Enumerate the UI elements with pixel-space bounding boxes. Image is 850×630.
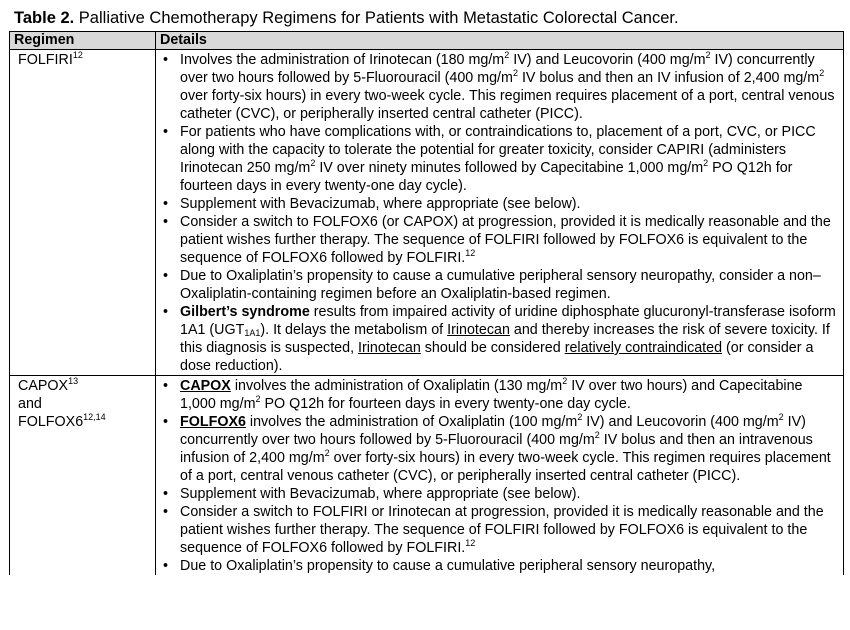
- superscript: 2: [310, 158, 316, 168]
- list-item: [160, 51, 839, 123]
- item-text: IV) concurrently over two hours followed by 5-Fluorouracil (400 mg/m: [180, 414, 806, 448]
- item-text: Due to Oxaliplatin’s propensity to cause a cumulative peripheral sensory neuropathy,: [180, 558, 716, 574]
- header-regimen: Regimen: [10, 32, 156, 50]
- item-text: PO Q12h for fourteen days in every twenty-one day cycle).: [180, 160, 793, 194]
- bullet: •: [163, 196, 169, 212]
- item-text: IV bolus and then an intravenous infusion of 2,400 mg/m: [180, 432, 813, 466]
- citation: 13: [68, 376, 79, 386]
- superscript: 2: [703, 158, 709, 168]
- superscript: 2: [324, 448, 330, 458]
- bullet: •: [163, 304, 169, 320]
- item-text: IV over ninety minutes followed by Capecitabine 1,000 mg/m: [315, 160, 704, 176]
- item-text: For patients who have complications with, or contraindications to, placement of a port, CVC, or PICC along with the capacity to tolerate the potential for greater toxicity, consider CAPIRI (administers Irinotecan 250 mg/m: [180, 124, 816, 176]
- list-item: [160, 377, 839, 413]
- item-text: and thereby increases the risk of severe toxicity. If this diagnosis is suspected,: [180, 322, 830, 356]
- bullet: •: [163, 558, 169, 574]
- regimen-name: CAPOX: [18, 378, 69, 394]
- superscript: 2: [705, 50, 711, 60]
- item-text: should be considered: [420, 340, 565, 356]
- table-header-row: [10, 32, 844, 50]
- superscript: 2: [504, 50, 510, 60]
- table-caption: [14, 8, 679, 28]
- item-text: ). It delays the metabolism of: [260, 322, 448, 338]
- bold-underlined-term: CAPOX: [180, 378, 231, 394]
- list-item: [160, 413, 839, 485]
- item-text: Due to Oxaliplatin’s propensity to cause a cumulative peripheral sensory neuropathy, consider a non–Oxaliplatin-containing regimen before an Oxaliplatin-based regimen.: [180, 268, 821, 302]
- table-caption-label: Table 2.: [14, 9, 75, 27]
- item-text: results from impaired activity of uridine diphosphate glucuronyl-transferase isoform 1A1 (UGT: [180, 304, 836, 338]
- item-text: IV over two hours) and Capecitabine 1,000 mg/m: [180, 378, 803, 412]
- table-caption-text: Palliative Chemotherapy Regimens for Patients with Metastatic Colorectal Cancer.: [74, 9, 679, 27]
- superscript: 2: [594, 430, 600, 440]
- bullet: •: [163, 52, 169, 68]
- regimen-cell-capox-folfox6: [10, 376, 156, 576]
- item-text: Supplement with Bevacizumab, where appropriate (see below).: [180, 486, 581, 502]
- list-item: [160, 485, 839, 503]
- bold-term: Gilbert’s syndrome: [180, 304, 310, 320]
- header-details: Details: [156, 32, 844, 50]
- item-text: over forty-six hours) in every two-week cycle. This regimen requires placement of a port, central venous catheter (CVC), or peripherally inserted central catheter (PICC).: [180, 88, 835, 122]
- table-row-capox-folfox6: [10, 376, 844, 576]
- item-text: PO Q12h for fourteen days in every twenty-one day cycle.: [260, 396, 631, 412]
- bullet: •: [163, 268, 169, 284]
- regimen-name: FOLFIRI: [18, 52, 73, 68]
- item-text: Supplement with Bevacizumab, where appropriate (see below).: [180, 196, 581, 212]
- bullet: •: [163, 124, 169, 140]
- item-text: Consider a switch to FOLFIRI or Irinotecan at progression, provided it is medically reasonable and the patient wishes further therapy. The sequence of FOLFIRI followed by FOLFOX6 is equivalent to the sequence of FOLFOX6 followed by FOLFIRI.: [180, 504, 824, 556]
- superscript: 2: [819, 68, 825, 78]
- details-cell-folfiri: [156, 50, 844, 376]
- item-text: over forty-six hours) in every two-week cycle. This regimen requires placement of a port, central venous catheter (CVC), or peripherally inserted central catheter (PICC).: [180, 450, 831, 484]
- list-item: [160, 213, 839, 267]
- list-item: [160, 195, 839, 213]
- item-text: IV) and Leucovorin (400 mg/m: [582, 414, 779, 430]
- item-text: (or consider a dose reduction).: [180, 340, 814, 374]
- underlined-term: Irinotecan: [358, 340, 421, 356]
- details-list: [160, 377, 839, 575]
- list-item: [160, 303, 839, 375]
- superscript: 2: [255, 394, 261, 404]
- bullet: •: [163, 214, 169, 230]
- item-text: Consider a switch to FOLFOX6 (or CAPOX) at progression, provided it is medically reasonable and the patient wishes further therapy. The sequence of FOLFIRI followed by FOLFOX6 is equivalent to the sequence of FOLFOX6 followed by FOLFIRI.: [180, 214, 831, 266]
- citation: 12: [465, 248, 476, 258]
- bold-underlined-term: FOLFOX6: [180, 414, 246, 430]
- regimens-table: [9, 31, 844, 575]
- item-text: IV) concurrently over two hours followed by 5-Fluorouracil (400 mg/m: [180, 52, 815, 86]
- superscript: 2: [562, 376, 568, 386]
- bullet: •: [163, 504, 169, 520]
- list-item: [160, 123, 839, 195]
- details-cell-capox-folfox6: [156, 376, 844, 576]
- superscript: 2: [778, 412, 784, 422]
- citation: 12: [465, 538, 476, 548]
- subscript: 1A1: [244, 328, 261, 338]
- underlined-term: relatively contraindicated: [564, 340, 723, 356]
- item-text: IV) and Leucovorin (400 mg/m: [509, 52, 706, 68]
- item-text: Involves the administration of Irinotecan (180 mg/m: [180, 52, 505, 68]
- bullet: •: [163, 378, 169, 394]
- list-item: [160, 503, 839, 557]
- superscript: 2: [577, 412, 583, 422]
- citation: 12,14: [83, 412, 106, 422]
- underlined-term: Irinotecan: [447, 322, 510, 338]
- details-list: [160, 51, 839, 375]
- item-text: IV bolus and then an IV infusion of 2,400 mg/m: [517, 70, 820, 86]
- bullet: •: [163, 414, 169, 430]
- item-text: involves the administration of Oxaliplatin (100 mg/m: [245, 414, 578, 430]
- item-text: involves the administration of Oxaliplatin (130 mg/m: [230, 378, 563, 394]
- superscript: 2: [512, 68, 518, 78]
- citation: 12: [72, 50, 83, 60]
- regimen-conjunction: and: [18, 396, 42, 412]
- list-item: [160, 267, 839, 303]
- list-item: [160, 557, 839, 575]
- bullet: •: [163, 486, 169, 502]
- regimen-name: FOLFOX6: [18, 414, 84, 430]
- regimen-cell-folfiri: [10, 50, 156, 376]
- table-row-folfiri: [10, 50, 844, 376]
